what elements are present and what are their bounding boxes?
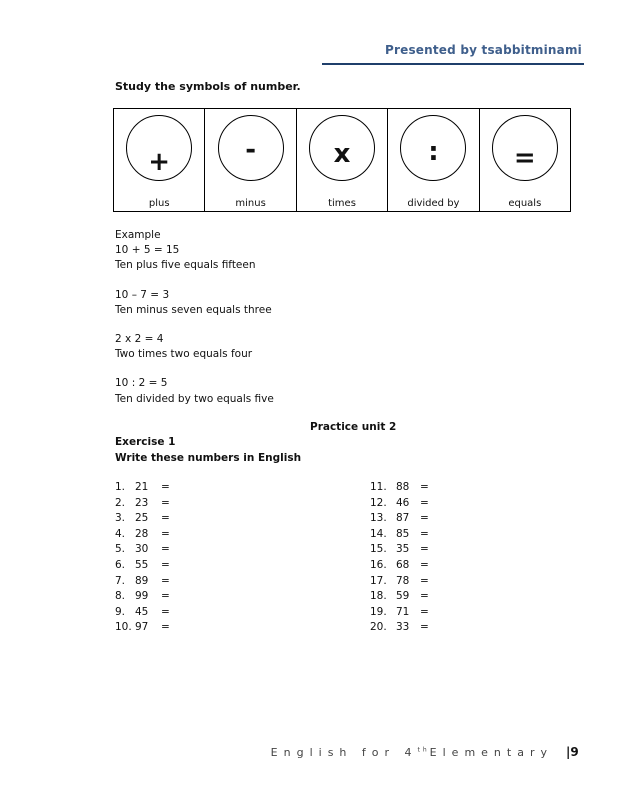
footer-title — [271, 746, 553, 759]
exercise-header — [115, 434, 301, 466]
footer-text: English for 4 — [270, 746, 418, 759]
examples-heading: Example — [115, 229, 161, 241]
example-words: Ten plus five equals fifteen — [115, 259, 256, 272]
header-rule — [322, 63, 584, 65]
item-number: 2. — [115, 496, 126, 509]
item-value: 35 — [396, 543, 410, 556]
symbol-label: minus — [235, 198, 266, 209]
item-value: 97 — [135, 621, 149, 634]
examples-block — [115, 228, 274, 407]
item-equals: = — [161, 512, 170, 525]
section-title: Study the symbols of number. — [115, 80, 301, 93]
item-equals: = — [161, 543, 170, 556]
item-equals: = — [161, 574, 170, 587]
symbol-cell-plus — [114, 109, 205, 211]
item-value: 89 — [135, 574, 149, 587]
item-value: 88 — [396, 481, 410, 493]
item-value: 71 — [396, 605, 410, 618]
exercise-title: Exercise 1 — [115, 436, 176, 448]
item-value: 85 — [396, 527, 410, 540]
item-number: 1. — [115, 481, 126, 493]
item-value: 28 — [135, 527, 149, 540]
minus-symbol: - — [245, 135, 256, 165]
item-equals: = — [420, 590, 429, 603]
item-value: 68 — [396, 559, 410, 571]
item-number: 17. — [370, 574, 387, 587]
item-number: 14. — [370, 527, 387, 540]
item-value: 30 — [135, 543, 149, 556]
item-number: 6. — [115, 559, 126, 571]
item-number: 7. — [115, 574, 126, 587]
item-equals: = — [420, 496, 429, 509]
item-number: 15. — [370, 543, 387, 556]
practice-title: Practice unit 2 — [310, 421, 397, 433]
symbols-table — [113, 108, 571, 212]
example-equation: 2 x 2 = 4 — [115, 332, 164, 345]
item-equals: = — [161, 527, 170, 540]
page-number: |9 — [566, 745, 579, 759]
item-value: 21 — [135, 481, 149, 493]
item-value: 23 — [135, 496, 149, 509]
item-equals: = — [420, 512, 429, 525]
example-words: Ten minus seven equals three — [115, 303, 272, 316]
item-value: 99 — [135, 590, 149, 603]
symbol-label: times — [328, 198, 356, 209]
item-number: 16. — [370, 559, 387, 571]
symbol-cell-equals — [480, 109, 570, 211]
item-number: 12. — [370, 496, 387, 509]
item-equals: = — [161, 559, 170, 571]
item-number: 8. — [115, 590, 126, 603]
item-equals: = — [161, 605, 170, 618]
item-value: 45 — [135, 605, 149, 618]
symbol-label: equals — [508, 198, 542, 209]
symbol-label: divided by — [407, 198, 460, 209]
item-number: 4. — [115, 527, 126, 540]
item-equals: = — [420, 574, 429, 587]
item-equals: = — [161, 590, 170, 603]
item-value: 87 — [396, 512, 410, 525]
example-words: Two times two equals four — [115, 348, 253, 361]
item-value: 55 — [135, 559, 149, 571]
item-number: 9. — [115, 605, 126, 618]
item-equals: = — [420, 605, 429, 618]
item-value: 78 — [396, 574, 410, 587]
symbol-cell-divided — [388, 109, 479, 211]
item-equals: = — [420, 481, 429, 493]
item-equals: = — [420, 621, 429, 634]
divide-symbol: : — [428, 137, 439, 167]
item-equals: = — [420, 527, 429, 540]
item-number: 11. — [370, 481, 387, 493]
item-number: 18. — [370, 590, 387, 603]
item-equals: = — [420, 543, 429, 556]
times-symbol: x — [333, 139, 351, 169]
equals-symbol: = — [513, 143, 536, 173]
item-equals: = — [161, 481, 170, 493]
item-equals: = — [161, 496, 170, 509]
item-number: 3. — [115, 512, 126, 525]
item-equals: = — [161, 621, 170, 634]
item-equals: = — [420, 559, 429, 571]
exercise-instruction: Write these numbers in English — [115, 452, 302, 464]
symbol-cell-times — [297, 109, 388, 211]
plus-symbol: + — [148, 147, 171, 177]
symbol-cell-minus — [205, 109, 296, 211]
example-equation: 10 – 7 = 3 — [115, 288, 170, 301]
footer-superscript: th — [417, 746, 430, 754]
item-number: 19. — [370, 605, 387, 618]
item-value: 46 — [396, 496, 410, 509]
item-number: 20. — [370, 621, 387, 634]
symbol-label: plus — [148, 198, 170, 209]
item-number: 10. — [115, 621, 132, 634]
example-words: Ten divided by two equals five — [115, 392, 274, 405]
example-equation: 10 + 5 = 15 — [115, 244, 180, 257]
footer-text: Elementary — [429, 746, 553, 759]
presenter-credit: Presented by tsabbitminami — [385, 43, 582, 57]
item-value: 59 — [396, 590, 410, 603]
item-value: 25 — [135, 512, 149, 525]
example-equation: 10 : 2 = 5 — [115, 377, 168, 390]
item-value: 33 — [396, 621, 410, 634]
item-number: 13. — [370, 512, 387, 525]
item-number: 5. — [115, 543, 126, 556]
